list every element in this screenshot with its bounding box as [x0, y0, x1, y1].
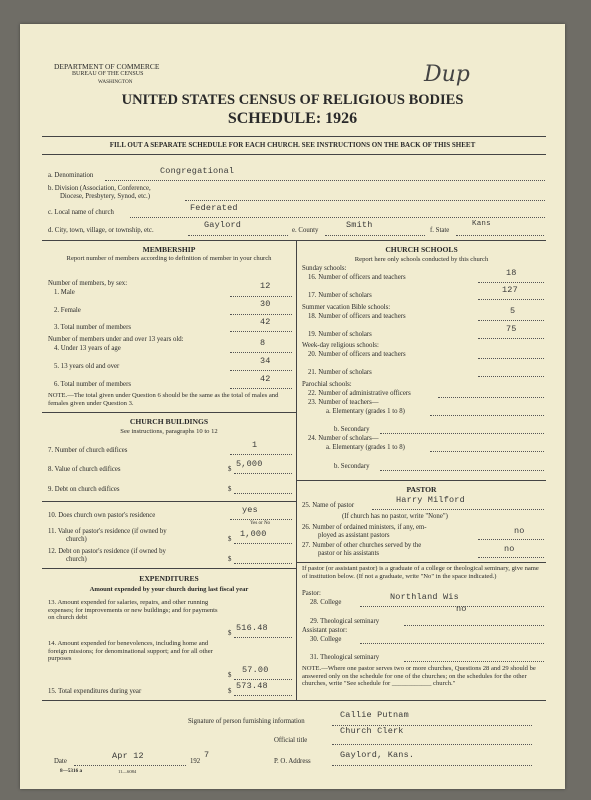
q9-label: 9. Debt on church edifices	[48, 486, 120, 493]
q8-value[interactable]: 5,000	[236, 459, 263, 469]
division-label-1: b. Division (Association, Conference,	[48, 185, 151, 192]
q26-line	[478, 539, 544, 540]
q6-line	[230, 388, 292, 389]
q3-line	[230, 331, 292, 332]
members-by-age-label: Number of members under and over 13 years old:	[48, 336, 184, 343]
q7-value[interactable]: 1	[252, 440, 258, 450]
pastor-subhead: Pastor:	[302, 590, 321, 597]
q16-value[interactable]: 18	[506, 268, 517, 278]
body-rule-bottom	[42, 700, 546, 701]
q30-label: 30. College	[310, 636, 342, 643]
schedule-title: SCHEDULE: 1926	[227, 110, 358, 127]
county-value[interactable]: Smith	[346, 220, 373, 230]
official-title-line	[332, 744, 532, 745]
q23b-label: b. Secondary	[334, 426, 370, 433]
q24-label: 24. Number of scholars—	[308, 435, 379, 442]
q2-value[interactable]: 30	[260, 299, 271, 309]
body-rule-top	[42, 240, 546, 241]
q25-note: (If church has no pastor, write "None")	[342, 513, 448, 520]
denomination-line	[105, 180, 545, 181]
bureau-label: BUREAU OF THE CENSUS	[72, 71, 144, 77]
buildings-rule	[42, 412, 296, 413]
q17-line	[478, 299, 544, 300]
q28-value[interactable]: Northland Wis	[390, 592, 459, 602]
q21-line	[478, 376, 544, 377]
q27-value[interactable]: no	[504, 544, 515, 554]
q7-line	[230, 454, 292, 455]
q19-line	[478, 338, 544, 339]
q1-line	[230, 296, 292, 297]
year-prefix: 192	[190, 758, 201, 765]
q23b-line	[380, 433, 544, 434]
q24a-label: a. Elementary (grades 1 to 8)	[326, 444, 405, 451]
state-line	[456, 235, 544, 236]
q23-label: 23. Number of teachers—	[308, 399, 379, 406]
q17-value[interactable]: 127	[502, 285, 518, 295]
q7-label: 7. Number of church edifices	[48, 447, 128, 454]
q18-line	[478, 320, 544, 321]
address-label: P. O. Address	[274, 758, 311, 765]
column-divider	[296, 240, 297, 700]
division-line	[185, 200, 545, 201]
division-label-2: Diocese, Presbytery, Synod, etc.)	[60, 193, 150, 200]
local-name-value[interactable]: Federated	[190, 203, 238, 213]
yes-no-hint: Yes or No	[250, 521, 271, 526]
q17-label: 17. Number of scholars	[308, 292, 372, 299]
q28-label: 28. College	[310, 599, 342, 606]
q9-dollar: $	[228, 486, 232, 493]
date-line	[74, 765, 186, 766]
q10-label: 10. Does church own pastor's residence	[48, 512, 156, 519]
pastor-heading: PASTOR	[406, 485, 437, 494]
q23a-label: a. Elementary (grades 1 to 8)	[326, 408, 405, 415]
q25-label: 25. Name of pastor	[302, 502, 355, 509]
q12-line	[234, 563, 292, 564]
q23a-line	[430, 415, 544, 416]
department-label: DEPARTMENT OF COMMERCE	[54, 62, 160, 71]
city-field-value[interactable]: Gaylord	[204, 220, 242, 230]
buildings-sub: See instructions, paragraphs 10 to 12	[120, 428, 218, 435]
handwritten-note: Dup	[424, 62, 470, 87]
q21-label: 21. Number of scholars	[308, 369, 372, 376]
q27-label-2: pastor or his assistants	[318, 550, 379, 557]
signature-label: Signature of person furnishing information	[188, 718, 305, 725]
q15-dollar: $	[228, 688, 232, 695]
q2-label: 2. Female	[54, 307, 81, 314]
instruction-line: FILL OUT A SEPARATE SCHEDULE FOR EACH CHURCH. SEE INSTRUCTIONS ON THE BACK OF THIS SHEET	[109, 141, 476, 149]
q27-label-1: 27. Number of other churches served by the	[302, 542, 422, 549]
q10-line	[230, 519, 292, 520]
q28-line	[360, 606, 544, 607]
q25-line	[372, 509, 544, 510]
census-schedule-sheet	[20, 24, 565, 789]
form-title: UNITED STATES CENSUS OF RELIGIOUS BODIES	[121, 92, 464, 108]
q31-line	[404, 661, 544, 662]
q1-value[interactable]: 12	[260, 281, 271, 291]
schools-sub: Report here only schools conducted by this church	[354, 256, 489, 263]
q11-label-1: 11. Value of pastor's residence (if owned by	[48, 528, 167, 535]
membership-note: NOTE.—The total given under Question 6 should be the same as the total of males and females given under Question 3.	[48, 392, 279, 407]
q18-label: 18. Number of officers and teachers	[308, 313, 406, 320]
q29-label: 29. Theological seminary	[310, 618, 380, 625]
q11-label-2: church)	[66, 536, 87, 543]
header-rule-bottom	[42, 154, 546, 155]
q11-value[interactable]: 1,000	[240, 529, 267, 539]
q4-label: 4. Under 13 years of age	[54, 345, 121, 352]
q8-line	[234, 473, 292, 474]
date-value[interactable]: Apr 12	[112, 751, 144, 761]
assistant-subhead: Assistant pastor:	[302, 627, 348, 634]
q24b-label: b. Secondary	[334, 463, 370, 470]
q4-line	[230, 352, 292, 353]
q12-dollar: $	[228, 556, 232, 563]
q6-label: 6. Total number of members	[54, 381, 131, 388]
q18-value[interactable]: 5	[510, 306, 516, 316]
q30-line	[360, 643, 544, 644]
q9-line	[234, 493, 292, 494]
parochial-schools-label: Parochial schools:	[302, 381, 352, 388]
county-line	[325, 235, 425, 236]
q11-line	[234, 543, 292, 544]
q19-value[interactable]: 75	[506, 324, 517, 334]
q29-line	[404, 625, 544, 626]
q26-value[interactable]: no	[514, 526, 525, 536]
q14-value[interactable]: 57.00	[242, 665, 269, 675]
q22-line	[438, 397, 544, 398]
q14-dollar: $	[228, 672, 232, 679]
city-field-line	[188, 235, 288, 236]
q9-divider	[42, 501, 296, 502]
q26-label-1: 26. Number of ordained ministers, if any, em-	[302, 524, 427, 531]
official-title-value[interactable]: Church Clerk	[340, 726, 404, 736]
city-field-label: d. City, town, village, or township, etc.	[48, 227, 154, 234]
state-label: f. State	[430, 227, 450, 234]
expenditures-sub: Amount expended by your church during last fiscal year	[89, 586, 249, 593]
header-rule-top	[42, 136, 546, 137]
q13-label: 13. Amount expended for salaries, repairs, and other running expenses; for improvements or new buildings; and for payments on church debt	[48, 599, 218, 622]
q25-value[interactable]: Harry Milford	[396, 495, 465, 505]
q20-label: 20. Number of officers and teachers	[308, 351, 406, 358]
q26-label-2: ployed as assistant pastors	[318, 532, 390, 539]
q5-value[interactable]: 34	[260, 356, 271, 366]
expenditures-rule	[42, 568, 296, 569]
q20-line	[478, 358, 544, 359]
schools-heading: CHURCH SCHOOLS	[385, 245, 458, 254]
q22-label: 22. Number of administrative officers	[308, 390, 411, 397]
q15-line	[234, 695, 292, 696]
expenditures-heading: EXPENDITURES	[139, 574, 199, 583]
official-title-label: Official title	[274, 737, 308, 744]
q6-value[interactable]: 42	[260, 374, 271, 384]
denomination-label: a. Denomination	[48, 172, 94, 179]
q13-line	[234, 637, 292, 638]
q24a-line	[430, 451, 544, 452]
address-value[interactable]: Gaylord, Kans.	[340, 750, 415, 760]
q5-line	[230, 370, 292, 371]
q16-label: 16. Number of officers and teachers	[308, 274, 406, 281]
membership-sub: Report number of members according to definition of member in your church	[66, 255, 272, 262]
q3-label: 3. Total number of members	[54, 324, 131, 331]
q3-value[interactable]: 42	[260, 317, 271, 327]
q24b-line	[380, 470, 544, 471]
pastor-rule	[297, 480, 546, 481]
membership-heading: MEMBERSHIP	[142, 245, 196, 254]
sunday-schools-label: Sunday schools:	[302, 265, 347, 272]
q15-label: 15. Total expenditures during year	[48, 688, 142, 695]
q14-line	[234, 679, 292, 680]
members-by-sex-label: Number of members, by sex:	[48, 280, 128, 287]
q13-value[interactable]: 516.48	[236, 623, 268, 633]
q5-label: 5. 13 years old and over	[54, 363, 120, 370]
q8-label: 8. Value of church edifices	[48, 466, 121, 473]
q2-line	[230, 314, 292, 315]
graduate-instructions: If pastor (or assistant pastor) is a graduate of a college or theological seminary, give name of institution below. (If not a graduate, write "No" in the space indicated.)	[302, 565, 539, 580]
local-name-line	[130, 217, 545, 218]
q1-label: 1. Male	[54, 289, 75, 296]
year-value[interactable]: 7	[204, 750, 210, 760]
city-label: WASHINGTON	[98, 79, 133, 85]
pastor-note: NOTE.—Where one pastor serves two or more churches, Questions 28 and 29 should be answered only on the schedule for one of the churches; on the schedules for the other churches, write "See schedule for ____________ church."	[302, 665, 536, 688]
weekday-schools-label: Week-day religious schools:	[302, 342, 379, 349]
q13-dollar: $	[228, 630, 232, 637]
q15-value[interactable]: 573.48	[236, 681, 268, 691]
q8-dollar: $	[228, 466, 232, 473]
q31-label: 31. Theological seminary	[310, 654, 380, 661]
q11-dollar: $	[228, 536, 232, 543]
date-label: Date	[54, 758, 67, 765]
local-name-label: c. Local name of church	[48, 209, 114, 216]
q27-line	[478, 557, 544, 558]
print-number: 11—6084	[118, 769, 137, 774]
summer-schools-label: Summer vacation Bible schools:	[302, 304, 391, 311]
denomination-value[interactable]: Congregational	[160, 166, 235, 176]
q12-label-2: church)	[66, 556, 87, 563]
q10-value[interactable]: yes	[242, 505, 258, 515]
q19-label: 19. Number of scholars	[308, 331, 372, 338]
buildings-heading: CHURCH BUILDINGS	[129, 417, 209, 426]
form-number: 8—5316 a	[60, 768, 83, 774]
q16-line	[478, 282, 544, 283]
q28-second-value[interactable]: no	[456, 604, 467, 614]
address-line	[332, 765, 532, 766]
q14-label: 14. Amount expended for benevolences, including home and foreign missions; for denominational support; and for all other purposes	[48, 640, 213, 663]
q4-value[interactable]: 8	[260, 338, 266, 348]
grad-rule	[297, 562, 546, 563]
q12-label-1: 12. Debt on pastor's residence (if owned by	[48, 548, 166, 555]
county-label: e. County	[292, 227, 319, 234]
signature-value[interactable]: Callie Putnam	[340, 710, 409, 720]
state-value[interactable]: Kans	[472, 220, 491, 228]
